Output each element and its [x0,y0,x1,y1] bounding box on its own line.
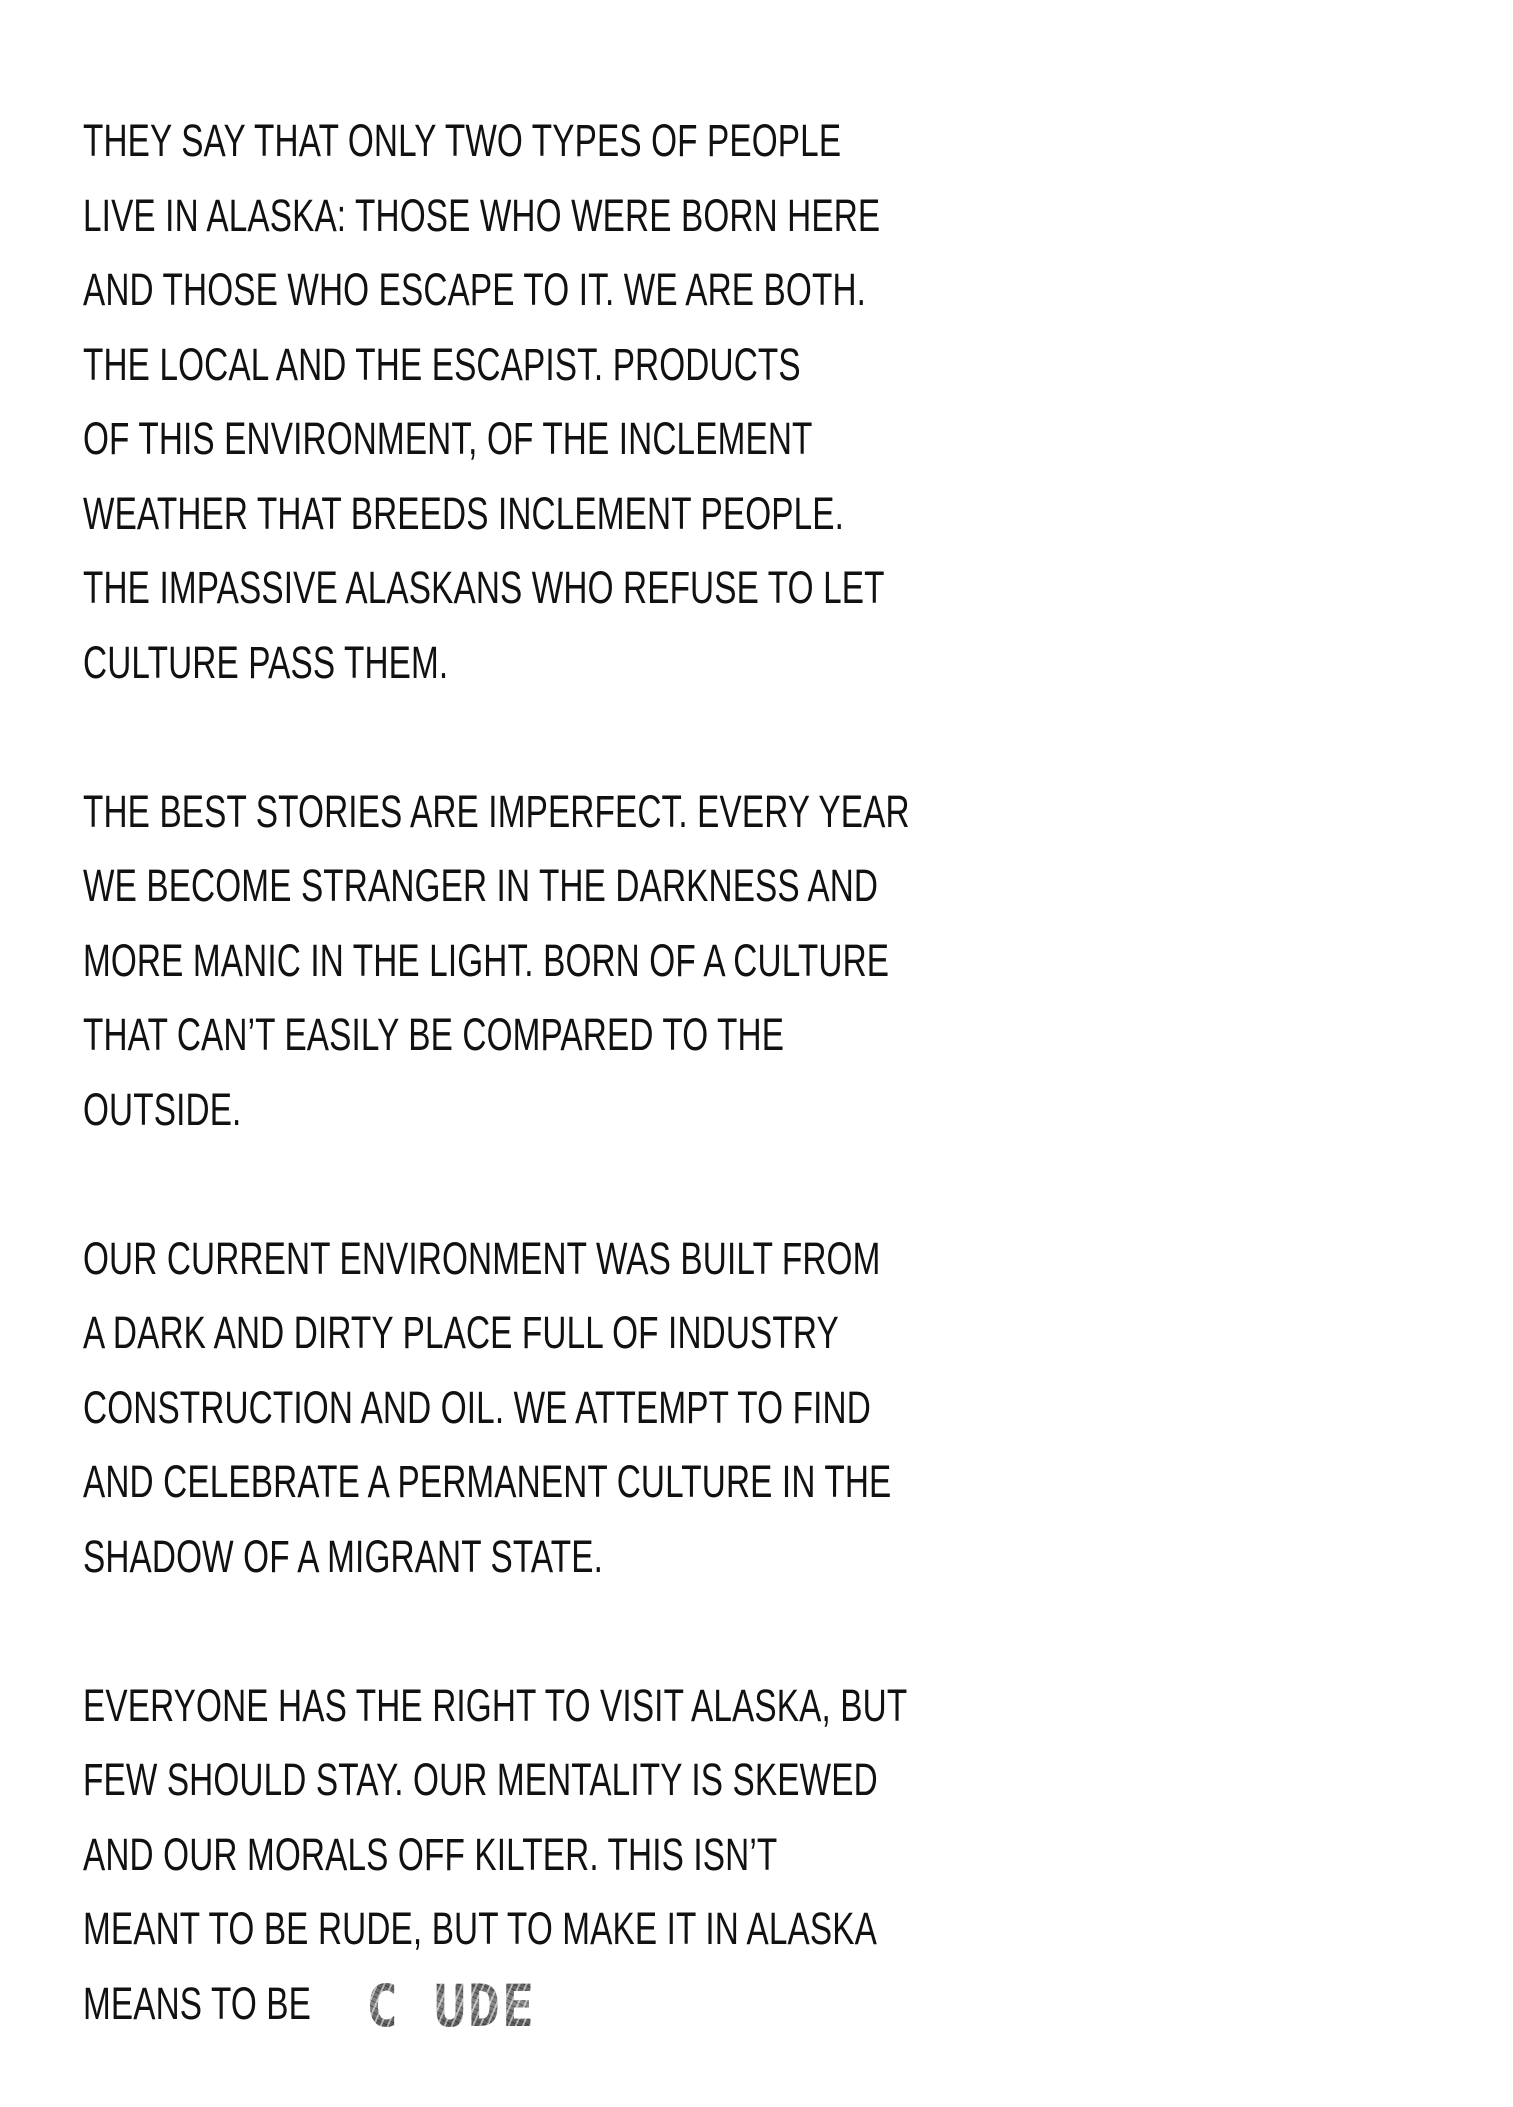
final-line-text: MEANS TO BE [83,1977,312,2029]
logo-letter: U [433,1971,468,2040]
text-line: WE BECOME STRANGER IN THE DARKNESS AND [83,860,879,911]
text-line: AND OUR MORALS OFF KILTER. THIS ISN’T [83,1828,778,1880]
text-line: CULTURE PASS THEM. [83,636,449,688]
text-line: AND CELEBRATE A PERMANENT CULTURE IN THE [83,1456,892,1507]
text-line: OUR CURRENT ENVIRONMENT WAS BUILT FROM [83,1232,881,1284]
crude-logo [366,1971,551,2040]
text-line: SHADOW OF A MIGRANT STATE. [83,1530,604,1582]
text-line: LIVE IN ALASKA: THOSE WHO WERE BORN HERE [83,189,881,241]
paragraph-3 [83,1222,1083,1595]
manifesto-text [83,104,1083,2041]
text-line: MORE MANIC IN THE LIGHT. BORN OF A CULTURE [83,934,890,986]
text-line: A DARK AND DIRTY PLACE FULL OF INDUSTRY [83,1307,839,1358]
text-line: CONSTRUCTION AND OIL. WE ATTEMPT TO FIND [83,1381,871,1433]
crude-wordmark [366,1971,536,2040]
text-line: OUTSIDE. [83,1083,242,1135]
text-line: MEANT TO BE RUDE, BUT TO MAKE IT IN ALASKA [83,1903,877,1954]
text-line: OF THIS ENVIRONMENT, OF THE INCLEMENT [83,413,813,464]
final-line [83,1967,1083,2042]
text-line: THE LOCAL AND THE ESCAPIST. PRODUCTS [83,338,801,390]
text-line: FEW SHOULD STAY. OUR MENTALITY IS SKEWED [83,1754,878,1805]
logo-letter-mirrored: R [399,1971,434,2040]
paragraph-2 [83,775,1083,1148]
logo-letter: C [366,1971,400,2040]
text-line: AND THOSE WHO ESCAPE TO IT. WE ARE BOTH. [83,264,867,315]
paragraph-1 [83,104,1083,700]
text-line: THAT CAN’T EASILY BE COMPARED TO THE [83,1009,785,1060]
text-line: EVERYONE HAS THE RIGHT TO VISIT ALASKA, BUT [83,1679,908,1731]
text-line: THE IMPASSIVE ALASKANS WHO REFUSE TO LET [83,562,885,613]
logo-letter: E [501,1971,536,2040]
text-line: THEY SAY THAT ONLY TWO TYPES OF PEOPLE [83,115,842,166]
text-line: THE BEST STORIES ARE IMPERFECT. EVERY YEAR [83,785,910,837]
paragraph-4 [83,1669,1083,2042]
logo-letter: D [467,1971,502,2040]
text-line: WEATHER THAT BREEDS INCLEMENT PEOPLE. [83,487,845,539]
